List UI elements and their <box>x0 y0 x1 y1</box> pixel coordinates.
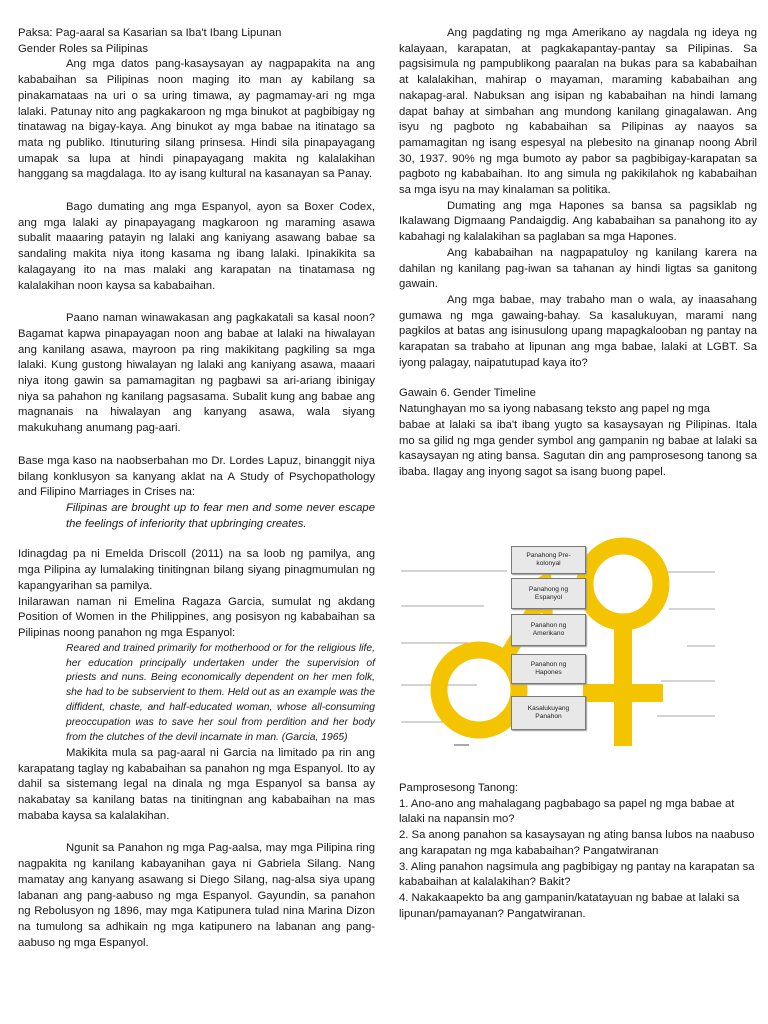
paragraph-driscoll: Idinagdag pa ni Emelda Driscoll (2011) na sa loob ng pamilya, ang mga Pilipina ay lumalaking tinitingnan bilang siyang pinagmumulan ng kapangyarihan sa pamilya. <box>18 548 375 592</box>
timeline-stage-precolonial <box>511 546 586 574</box>
paragraph-hapones: Dumating ang mga Hapones sa bansa sa pagsiklab ng Ikalawang Digmaang Pandaigdig. Ang kababaihan sa panahong ito ay kabahagi ng kalalakihan sa paglaban sa mga Hapones. <box>399 199 757 244</box>
timeline-stage-espanyol <box>511 578 586 609</box>
question-3b: kababaihan at kalalakihan? Bakit? <box>399 876 571 889</box>
stage-label: Espanyol <box>534 593 563 601</box>
paragraph-binukot: Ang mga datos pang-kasaysayan ay nagpapakita na ang kababaihan sa Pilipinas noon maging ito man ay kabilang sa pinakamataas na uri o sa uring timawa, ay pagmamay-ari ng mga lalaki. Patunay nito ang pagkakaroon ng mga binukot at pagbibigay ng tinatawag na bigay-kaya. Ang binukot ay mga babae na itinatago sa mata ng publiko. Itinuturing silang prinsesa. Hindi sila pinapayagang umapak sa lupa at hindi pinapayagang makita ng kalalakihan hanggang sa magdalaga. Ito ay isang kultural na kasanayan sa Panay. <box>18 58 375 181</box>
stage-label: Panahon ng <box>530 661 567 668</box>
stage-label: Hapones <box>535 669 562 676</box>
paragraph-divorce: Paano naman winawakasan ang pagkakatali sa kasal noon? Bagamat kapwa pinapayagan noon ang babae at lalaki na hiwalayan ang kanilang asawa, mayroon pa ring makikitang pagkiling sa mga lalaki. Kung gustong hiwalayan ng lalaki ang kaniyang asawa, maaari niya itong gawin sa pamamagitan ng pagbawi sa ari-ariang ibinigay niya sa pahahon ng kanilang pagsasama. Subalit kung ang babae ang magnanais na hiwalayan ang kanyang asawa, wala siyang makukuhang anumang pag-aari. <box>18 312 375 435</box>
stage-label: kolonyal <box>536 560 561 567</box>
activity-instructions: babae at lalaki sa iba't ibang yugto sa kasaysayan ng Pilipinas. Itala mo sa gilid ng mga gender symbol ang gampanin ng babae at lalaki sa kasaysayan ng ating bansa. Sagutan din ang pamprosesong tanong sa ibaba. Ilagay ang inyong sagot sa isang buong papel. <box>399 418 757 478</box>
timeline-stage-hapones <box>511 654 586 684</box>
left-column <box>18 26 375 951</box>
timeline-stage-kasalukuyan <box>511 696 586 730</box>
question-3a: 3. Aling panahon nagsimula ang pagbibigay ng pantay na karapatan sa <box>399 860 755 873</box>
question-2: 2. Sa anong panahon sa kasaysayan ng ating bansa lubos na naabuso ang karapatan ng mga kababaihan? Pangatwiranan <box>399 829 755 857</box>
activity-title: Gawain 6. Gender Timeline <box>399 387 536 400</box>
paragraph-garcia-analysis: Makikita mula sa pag-aaral ni Garcia na limitado pa rin ang karapatang taglay ng kababaihan sa panahon ng mga Espanyol. Ito ay dahil sa sistemang legal na dinala ng mga Espanyol sa bansa ay nakabatay sa kanilang batas na tinitingnan ang kababaihan na mas mababa kaysa sa kalalakihan. <box>18 746 375 822</box>
female-symbol-icon <box>583 546 663 746</box>
section-subtitle: Gender Roles sa Pilipinas <box>18 42 148 55</box>
stage-label: Panahong Pre- <box>526 552 571 559</box>
paragraph-pag-aalsa: Ngunit sa Panahon ng mga Pag-aalsa, may mga Pilipina ring nagpakita ng kanilang kabayanihan gaya ni Gabriela Silang. Nang mamatay ang kanyang asawang si Diego Silang, nag-alsa siya upang labanan ang pang-aabuso ng mga Espanyol. Gayundin, sa panahon ng Rebolusyon ng 1896, may mga Katipunera tulad nina Marina Dizon na tumulong sa adhikain ng mga katipunero na labanan ang pang-aabuso ng mga Espanyol. <box>18 842 375 949</box>
question-1: 1. Ano-ano ang mahalagang pagbabago sa papel ng mga babae at lalaki na napansin mo? <box>399 797 735 826</box>
activity-intro-line: Natunghayan mo sa iyong nabasang teksto ang papel ng mga <box>399 403 710 416</box>
quote-garcia: Reared and trained primarily for motherhood or for the religious life, her education principally undertaken under the supervision of priests and nuns. Being economically dependent on her men folk, she had to be subservient to them. Held out as an example was the diffident, chaste, and half-educated woman, whose all-consuming preoccupation was to save her soul from perdition and her body from the clutches of the devil incarnate in man. (Garcia, 1965) <box>66 642 375 744</box>
question-4: 4. Nakakaapekto ba ang gampanin/katatayuan ng babae at lalaki sa lipunan/pamayanan? Pangatwiranan. <box>399 891 740 920</box>
stage-label: Panahong ng <box>528 585 569 593</box>
processing-questions <box>399 781 757 922</box>
paragraph-garcia-intro: Inilarawan naman ni Emelina Ragaza Garcia, sumulat ng akdang Position of Women in the Philippines, ang posisyon ng kababaihan sa Pilipinas noong panahon ng mga Espanyol: <box>18 595 375 639</box>
timeline-stage-amerikano <box>511 614 586 646</box>
stage-label: Panahon ng <box>530 622 567 629</box>
paragraph-amerikano: Ang pagdating ng mga Amerikano ay nagdala ng ideya ng kalayaan, karapatan, at pagkakapantay-pantay sa Pilipinas. Sa pagsisimula ng pampublikong paaralan na bukas para sa kababaihan at kalalakihan, mahirap o mayaman, maraming kababaihan ang nakapag-aral. Nabuksan ang isipan ng kababaihan na hindi lamang dapat bahay at simbahan ang mundong kanilang ginagalawan. Ang isyu ng pagboto ng kababaihan sa Pilipinas ay naayos sa pamamagitan ng isang espesyal na plebesito na ginanap noong Abril 30, 1937. 90% ng mga bumoto ay pabor sa pagbibigay-karapatan sa pagboto ng kababaihan. Ito ang simula ng pakikilahok ng kababaihan sa mga isyu na may kinalaman sa politika. <box>399 27 757 197</box>
paragraph-gawaing-bahay: Ang mga babae, may trabaho man o wala, ay inaasahang gumawa ng mga gawaing-bahay. Sa kasalukuyan, marami nang pagkilos at batas ang isinusulong upang mapagkalooban ng pantay na karapatan sa trabaho at lipunan ang mga babae, lalaki at LGBT. Sa iyong palagay, naipatutupad kaya ito? <box>399 293 757 369</box>
paragraph-boxer-codex: Bago dumating ang mga Espanyol, ayon sa Boxer Codex, ang mga lalaki ay pinapayagang magkaroon ng maraming asawa subalit maaaring patayin ng lalaki ang kaniyang asawang babae sa sandaling makita niya itong kasama ng ibang lalaki. Ipinakikita sa kalagayang ito na mas malaki ang karapatan na tinatamasa ng kalalakihan noon kaysa sa kababaihan. <box>18 201 375 292</box>
topic-heading: Paksa: Pag-aaral sa Kasarian sa Iba't Ibang Lipunan <box>18 27 282 39</box>
quote-lapuz: Filipinas are brought up to fear men and some never escape the feelings of inferiority that upbringing creates. <box>66 501 375 530</box>
stage-label: Panahon <box>535 713 562 720</box>
stage-label: Kasalukuyang <box>527 705 570 712</box>
right-column <box>399 26 757 481</box>
paragraph-karera: Ang kababaihan na nagpapatuloy ng kanilang karera na dahilan ng kanilang pag-iwan sa tahanan ay hindi ligtas sa ganitong gawain. <box>399 246 757 291</box>
stage-label: Amerikano <box>532 630 565 637</box>
paragraph-lapuz: Base mga kaso na naobserbahan mo Dr. Lordes Lapuz, binanggit niya bilang konklusyon sa kanyang aklat na A Study of Psychopathology and Filipino Marriages in Crises na: <box>18 454 375 499</box>
questions-title: Pamprosesong Tanong: <box>399 782 519 794</box>
